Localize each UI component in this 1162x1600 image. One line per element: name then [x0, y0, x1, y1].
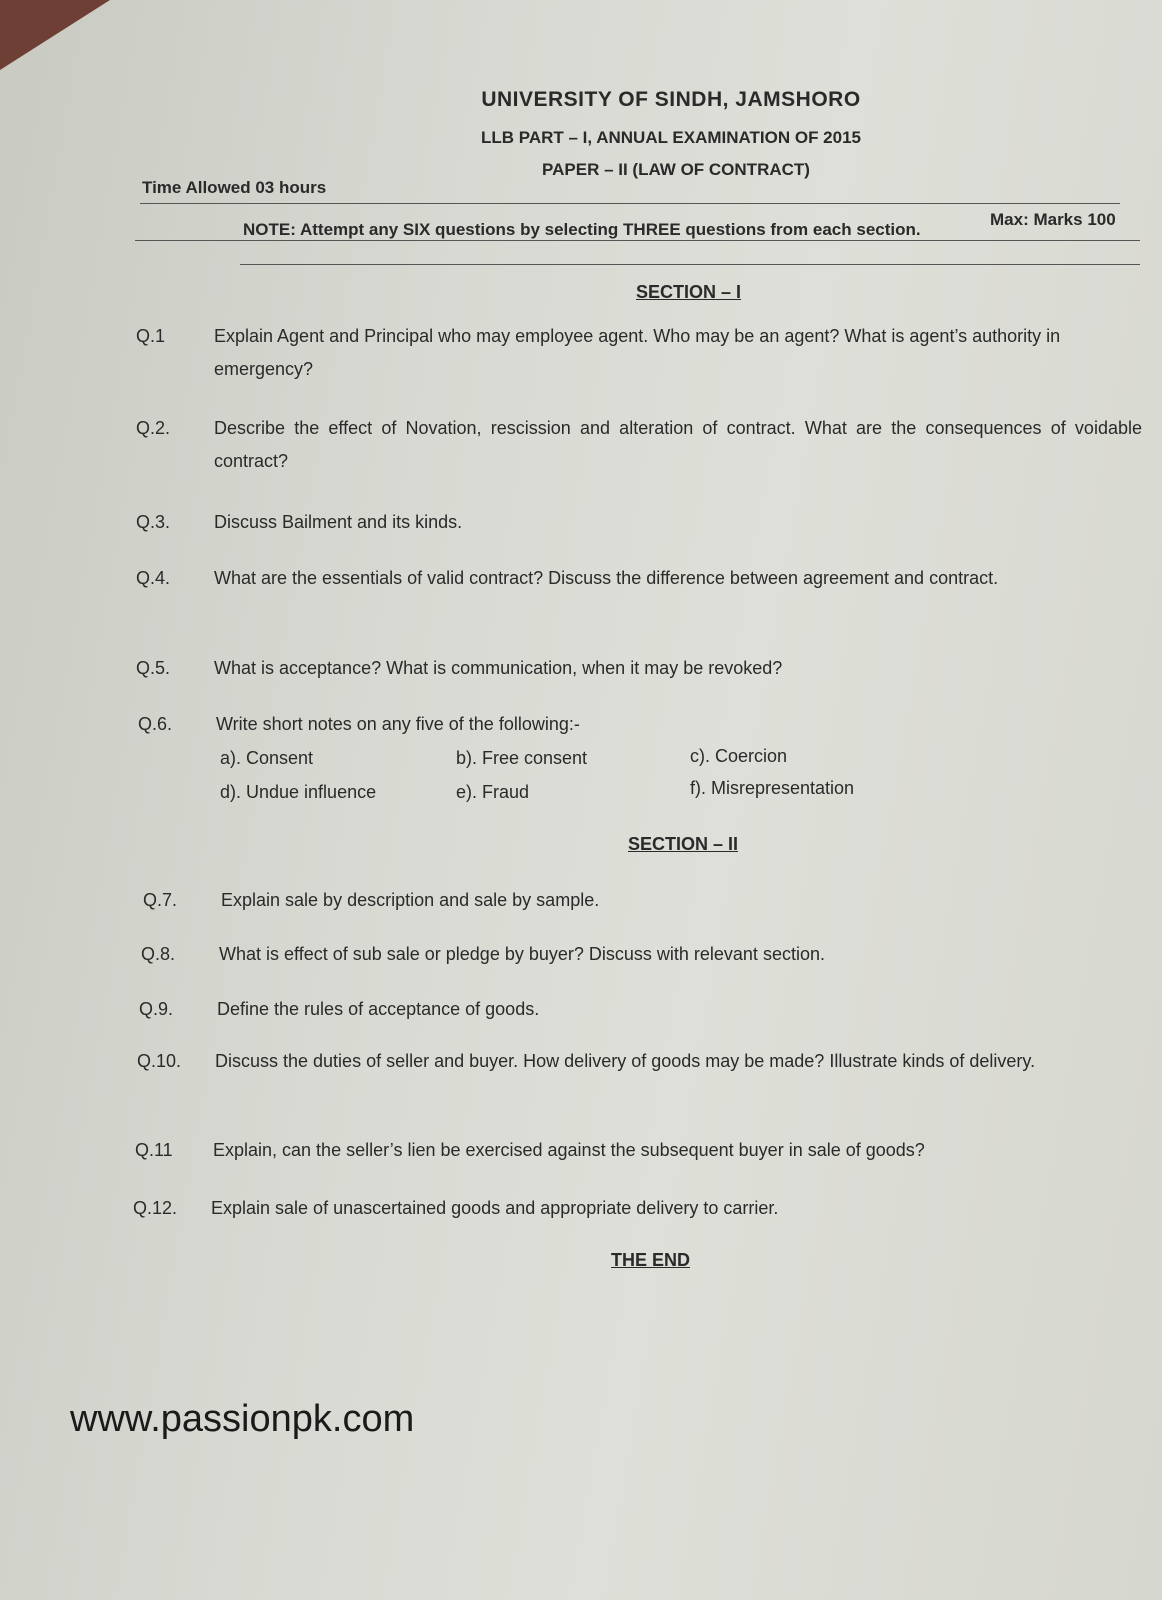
university-title: UNIVERSITY OF SINDH, JAMSHORO: [481, 88, 861, 111]
section-1-heading: SECTION – I: [636, 282, 742, 302]
question-number: Q.5.: [136, 658, 171, 678]
question-number: Q.11: [135, 1140, 173, 1160]
question-text: Explain, can the seller’s lien be exercised against the subsequent buyer in sale of goods?: [213, 1140, 925, 1160]
question-number: Q.1: [136, 326, 166, 346]
note-option: a). Consent: [220, 748, 314, 768]
question-text: Explain sale by description and sale by sample.: [221, 890, 600, 910]
end-marker: THE END: [611, 1250, 691, 1270]
question-number: Q.12.: [133, 1198, 178, 1218]
question-number: Q.9.: [139, 999, 174, 1019]
watermark-url: www.passionpk.com: [70, 1398, 415, 1440]
question-text: What are the essentials of valid contract? Discuss the difference between agreement and contract.: [214, 568, 999, 588]
question-number: Q.2.: [136, 418, 171, 438]
note-option: d). Undue influence: [220, 782, 377, 802]
instructions-note: NOTE: Attempt any SIX questions by selecting THREE questions from each section.: [243, 220, 921, 239]
question-text: Describe the effect of Novation, rescission and alteration of contract. What are the consequences of voidable contract?: [214, 418, 1142, 471]
question-number: Q.6.: [138, 714, 173, 734]
question-text: Write short notes on any five of the following:-: [216, 714, 580, 734]
question-text: Explain sale of unascertained goods and appropriate delivery to carrier.: [211, 1198, 779, 1218]
max-marks: Max: Marks 100: [990, 210, 1116, 229]
time-allowed: Time Allowed 03 hours: [142, 178, 327, 197]
note-option: e). Fraud: [456, 782, 530, 802]
question-number: Q.4.: [136, 568, 171, 588]
question-number: Q.8.: [141, 944, 176, 964]
question-text: Explain Agent and Principal who may employee agent. Who may be an agent? What is agent’s authority in emergency?: [214, 326, 1061, 379]
note-option: b). Free consent: [456, 748, 588, 768]
header-rule-top: [140, 203, 1120, 204]
header-rule-bottom: [240, 264, 1140, 265]
header-rule-middle: [135, 240, 1140, 241]
note-option: c). Coercion: [690, 746, 788, 766]
table-corner: [0, 0, 110, 70]
note-option: f). Misrepresentation: [690, 778, 855, 798]
exam-title: LLB PART – I, ANNUAL EXAMINATION OF 2015: [480, 128, 862, 147]
question-text: What is acceptance? What is communication, when it may be revoked?: [214, 658, 783, 678]
question-number: Q.7.: [143, 890, 178, 910]
question-number: Q.10.: [137, 1051, 182, 1071]
question-text: What is effect of sub sale or pledge by buyer? Discuss with relevant section.: [219, 944, 825, 964]
question-number: Q.3.: [136, 512, 171, 532]
question-text: Discuss Bailment and its kinds.: [214, 512, 463, 532]
question-text: Discuss the duties of seller and buyer. How delivery of goods may be made? Illustrate kinds of delivery.: [215, 1051, 1036, 1071]
question-text: Define the rules of acceptance of goods.: [217, 999, 540, 1019]
section-2-heading: SECTION – II: [628, 834, 739, 854]
paper-title: PAPER – II (LAW OF CONTRACT): [542, 160, 810, 179]
